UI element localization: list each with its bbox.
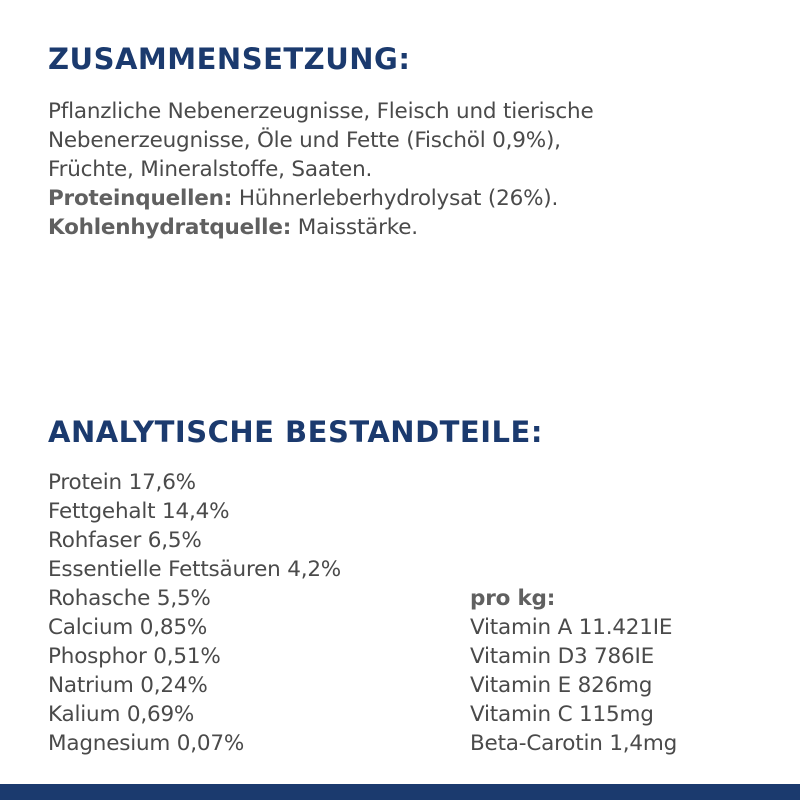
carb-source-label: Kohlenhydratquelle: [48,215,292,240]
list-item: Magnesium 0,07% [48,731,245,756]
protein-sources-value: Hühnerleberhydrolysat (26%). [238,186,559,211]
composition-line: Pflanzliche Nebenerzeugnisse, Fleisch und tierische [48,99,594,124]
composition-line: Nebenerzeugnisse, Öle und Fette (Fischöl 0,9%), [48,128,561,153]
carb-source [48,213,788,242]
list-item: Vitamin A 11.421IE [470,615,673,640]
protein-sources [48,184,788,213]
footer-bar [0,784,800,800]
list-item: Vitamin D3 786IE [470,644,655,669]
list-item: Rohasche 5,5% [48,586,211,611]
list-item: Fettgehalt 14,4% [48,499,230,524]
analytical-constituents-list [48,468,341,758]
per-kg-label: pro kg: [470,586,556,611]
list-item: Vitamin E 826mg [470,673,653,698]
list-item: Natrium 0,24% [48,673,208,698]
list-item: Vitamin C 115mg [470,702,654,727]
analysis-heading: ANALYTISCHE BESTANDTEILE: [48,415,543,449]
protein-sources-label: Proteinquellen: [48,186,233,211]
list-item: Kalium 0,69% [48,702,195,727]
composition-line: Früchte, Mineralstoffe, Saaten. [48,157,373,182]
composition-heading: ZUSAMMENSETZUNG: [48,42,411,76]
list-item: Essentielle Fettsäuren 4,2% [48,557,342,582]
list-item: Protein 17,6% [48,470,196,495]
list-item: Phosphor 0,51% [48,644,221,669]
composition-text [48,97,788,242]
list-item: Rohfaser 6,5% [48,528,202,553]
per-kg-list [470,584,677,758]
list-item: Beta-Carotin 1,4mg [470,731,678,756]
carb-source-value: Maisstärke. [297,215,418,240]
list-item: Calcium 0,85% [48,615,208,640]
